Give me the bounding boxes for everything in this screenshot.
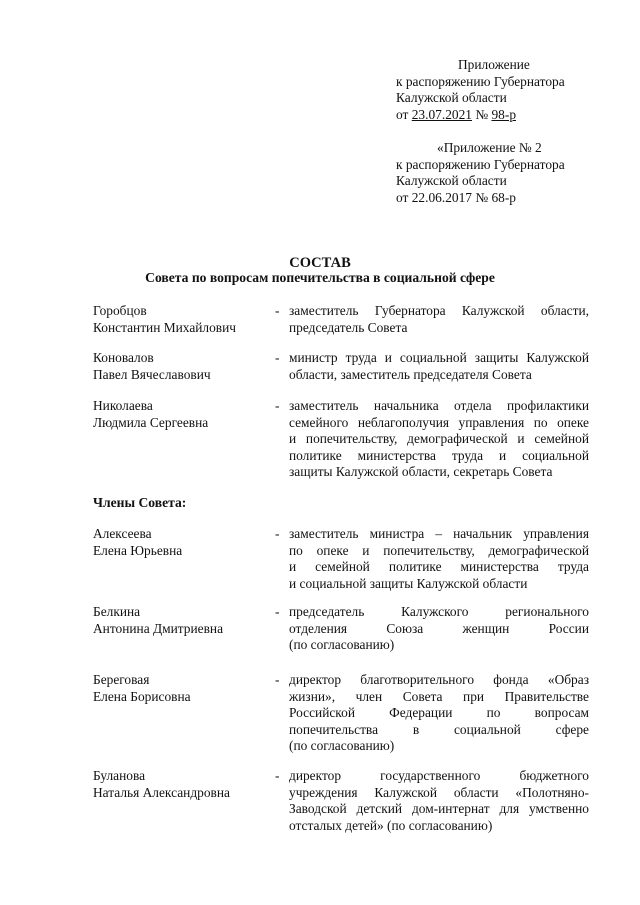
given-names: Константин Михайлович — [93, 319, 237, 335]
position-line: (по согласованию) — [289, 738, 395, 754]
position-line: защиты Калужской области, секретарь Совета — [289, 464, 553, 480]
number-sign: № — [471, 106, 492, 122]
position-line: директор государственного бюджетного — [289, 768, 589, 783]
position-line: Заводской детский дом-интернат для умственно — [289, 801, 589, 817]
position-line: учреждения Калужской области «Полотняно- — [289, 784, 589, 800]
member-position — [289, 350, 589, 383]
original-appendix-order-line: к распоряжению Губернатора — [396, 156, 565, 172]
position-line: министр труда и социальной защиты Калужской — [289, 350, 589, 365]
position-line: председатель Совета — [289, 319, 408, 335]
member-position — [289, 303, 589, 336]
given-names: Елена Борисовна — [93, 688, 191, 704]
surname: Алексеева — [93, 526, 152, 541]
position-line: и социальной защиты Калужской области — [289, 575, 528, 591]
position-line: (по согласованию) — [289, 637, 395, 653]
appendix-title: Приложение — [458, 57, 530, 72]
original-appendix-title: «Приложение № 2 — [437, 140, 542, 155]
member-position — [289, 672, 589, 755]
position-line: отделения Союза женщин России — [289, 620, 589, 636]
appendix-date-line — [396, 107, 616, 124]
position-line: и семейной политике министерства труда — [289, 559, 589, 575]
position-line: заместитель начальника отдела профилактики — [289, 398, 589, 413]
surname: Коновалов — [93, 350, 154, 365]
page-title: СОСТАВ — [289, 255, 351, 271]
given-names: Антонина Дмитриевна — [93, 620, 224, 636]
surname: Буланова — [93, 768, 146, 783]
dash: - — [275, 526, 280, 541]
position-line: политике министерства труда и социальной — [289, 447, 589, 463]
surname: Горобцов — [93, 303, 147, 318]
dash: - — [275, 768, 280, 783]
dash: - — [275, 303, 280, 318]
appendix-order-line: к распоряжению Губернатора — [396, 73, 565, 89]
given-names: Елена Юрьевна — [93, 542, 183, 558]
position-line: председатель Калужского регионального — [289, 604, 589, 619]
surname: Береговая — [93, 672, 150, 687]
member-name — [93, 768, 273, 801]
position-line: попечительства в социальной сфере — [289, 721, 589, 737]
position-line: жизни», член Совета при Правительстве — [289, 688, 589, 704]
position-line: Российской Федерации по вопросам — [289, 705, 589, 721]
position-line: области, заместитель председателя Совета — [289, 366, 532, 382]
dash: - — [275, 350, 280, 365]
given-names: Павел Вячеславович — [93, 366, 211, 382]
position-line: заместитель министра – начальник управления — [289, 526, 589, 541]
original-appendix-header — [396, 140, 616, 206]
dash: - — [275, 398, 280, 413]
date-prefix: от — [396, 106, 412, 122]
position-line: и попечительству, демографической и семейной — [289, 431, 589, 447]
member-name — [93, 303, 273, 336]
member-position — [289, 768, 589, 834]
member-name — [93, 526, 273, 559]
position-line: отсталых детей» (по согласованию) — [289, 817, 493, 833]
original-appendix-region-line: Калужской области — [396, 173, 507, 189]
members-heading: Члены Совета: — [93, 495, 187, 510]
surname: Николаева — [93, 398, 153, 413]
member-name — [93, 604, 273, 637]
member-name — [93, 672, 273, 705]
member-name — [93, 350, 273, 383]
surname: Белкина — [93, 604, 141, 619]
appendix-header — [396, 57, 616, 123]
given-names: Людмила Сергеевна — [93, 414, 209, 430]
position-line: заместитель Губернатора Калужской области, — [289, 303, 589, 318]
order-date: 23.07.2021 — [411, 106, 472, 122]
member-position — [289, 526, 589, 592]
position-line: по опеке и попечительству, демографической — [289, 542, 589, 558]
member-position — [289, 398, 589, 481]
position-line: семейного неблагополучия управления по опеке — [289, 414, 589, 430]
order-number: 98-р — [491, 106, 517, 122]
given-names: Наталья Александровна — [93, 784, 230, 800]
appendix-region-line: Калужской области — [396, 90, 507, 106]
page-subtitle: Совета по вопросам попечительства в социальной сфере — [145, 270, 495, 285]
position-line: директор благотворительного фонда «Образ — [289, 672, 589, 687]
member-name — [93, 398, 273, 431]
member-position — [289, 604, 589, 654]
dash: - — [275, 604, 280, 619]
original-appendix-date-line: от 22.06.2017 № 68-р — [396, 189, 516, 205]
dash: - — [275, 672, 280, 687]
